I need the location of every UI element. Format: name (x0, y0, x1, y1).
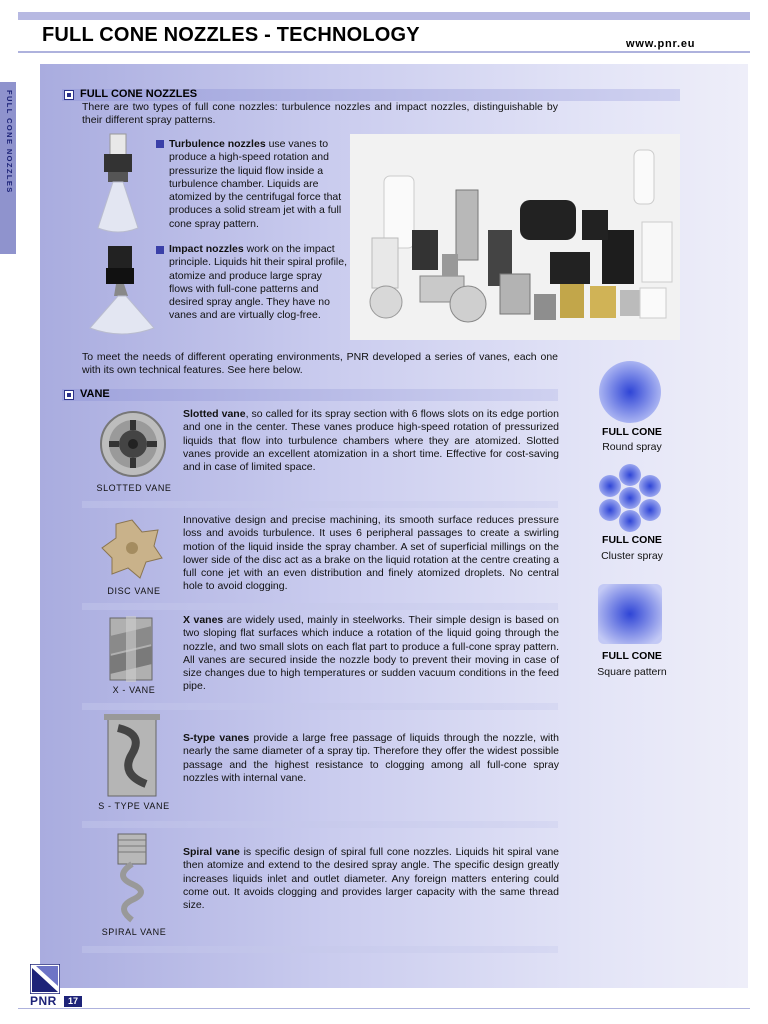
turbulence-nozzles-text: Turbulence nozzles use vanes to produce a high-speed rotation and pressurize the liquid flow inside a turbulence chamber. Liquids are atomized by the centrifugal force that produces a solid stream jet with a full cone spray pattern. (169, 138, 342, 230)
bottom-rule (18, 1008, 750, 1009)
separator (82, 603, 558, 610)
spray-pattern-subtitle: Round spray (602, 441, 662, 453)
bullet-icon (156, 246, 164, 254)
needs-text: To meet the needs of different operating environments, PNR developed a series of vanes, each one with its own technical features. See here below. (82, 351, 558, 377)
section-bar-vane (62, 389, 558, 401)
page-number: 17 (64, 996, 82, 1007)
spray-pattern-title: FULL CONE (602, 650, 662, 662)
square-pattern-icon (596, 582, 664, 646)
vane-caption: SLOTTED VANE (96, 483, 172, 493)
impact-nozzle-image (88, 244, 156, 340)
cluster-spray-icon (596, 464, 664, 532)
section-label-full-cone: FULL CONE NOZZLES (80, 88, 198, 100)
vane-caption: SPIRAL VANE (101, 927, 167, 937)
slotted-vane-image (94, 408, 172, 480)
disc-vane-text: Innovative design and precise machining, its smooth surface reduces pressure loss and avoids turbulence. It uses 6 peripheral passages to create a swirling motion of the liquid inside the spray chamber. A set of superficial millings on the lower side of the disc act as a brake on the liquid rotation at the centre creating a full cone jet with an even distribution and finely atomized droplets. No central hole to avoid clogging. (183, 514, 559, 593)
spray-pattern-subtitle: Cluster spray (601, 550, 663, 562)
section-marker-icon (64, 390, 74, 400)
impact-nozzles-text: Impact nozzles work on the impact principle. Liquids hit their spiral profile, atomize and produce large spray flows with full-cone patterns and desired spray angle. They have no vanes and are virtually clog-free. (169, 243, 348, 322)
separator (82, 946, 558, 953)
section-marker-icon (64, 90, 74, 100)
side-tab-label: FULL CONE NOZZLES (5, 90, 14, 194)
website-link[interactable]: www.pnr.eu (626, 38, 696, 50)
separator (82, 703, 558, 710)
x-vane-text: X vanes are widely used, mainly in steelworks. Their simple design is based on two sloping flat surfaces which induce a rotation of the liquid going through the nozzle, and two small slots on each flat part to produce a full-cone spray pattern. All vanes are secured inside the nozzle body to prevent their moving in case of size changes due to high temperatures or sudden vacuum conditions in the feed pipe. (183, 614, 559, 693)
title-rule (18, 51, 750, 53)
spray-pattern-title: FULL CONE (602, 534, 662, 546)
slotted-vane-text: Slotted vane, so called for its spray section with 6 flows slots on its edge portion and one in the center. These vanes produce high-speed rotation of pressurized liquids that flow into turbulence chambers where they are atomized. Slotted vanes provide an excellent atomization in a short time. Effective for cost-saving and in case of limited space. (183, 408, 559, 474)
vane-caption: X - VANE (112, 685, 156, 695)
page-title: FULL CONE NOZZLES - TECHNOLOGY (42, 24, 420, 46)
round-spray-icon (596, 360, 664, 424)
separator (82, 501, 558, 508)
top-rule (18, 12, 750, 20)
intro-text: There are two types of full cone nozzles: turbulence nozzles and impact nozzles, distinguishable by their different spray patterns. (82, 101, 558, 127)
separator (82, 821, 558, 828)
x-vane-image (106, 616, 156, 682)
section-label-vane: VANE (80, 388, 110, 400)
vane-caption: DISC VANE (107, 586, 161, 596)
disc-vane-image (100, 518, 164, 580)
s-type-vane-text: S-type vanes provide a large free passage of liquids through the nozzle, with nearly the same diameter of a spray tip. Therefore they offer the widest possible passage and the highest resistance to clogging among all full-cone spray nozzles with internal vane. (183, 732, 559, 784)
spray-pattern-subtitle: Square pattern (597, 666, 667, 678)
spray-pattern-title: FULL CONE (602, 426, 662, 438)
spiral-vane-image (110, 832, 154, 924)
pnr-logo-text: PNR (30, 994, 57, 1008)
bullet-icon (156, 140, 164, 148)
pnr-logo-icon (30, 964, 60, 994)
vane-caption: S - TYPE VANE (98, 801, 170, 811)
turbulence-nozzle-image (92, 132, 144, 236)
s-type-vane-image (104, 714, 160, 798)
spiral-vane-text: Spiral vane is specific design of spiral full cone nozzles. Liquids hit spiral vane then atomize and extend to the desired spray angle. The specific design greatly increases liquids inlet and outlet diameter. Any foreign matters entering could come out. It avoids clogging and provides larger capacity with the same thread size. (183, 846, 560, 912)
nozzles-product-photo (350, 134, 680, 340)
